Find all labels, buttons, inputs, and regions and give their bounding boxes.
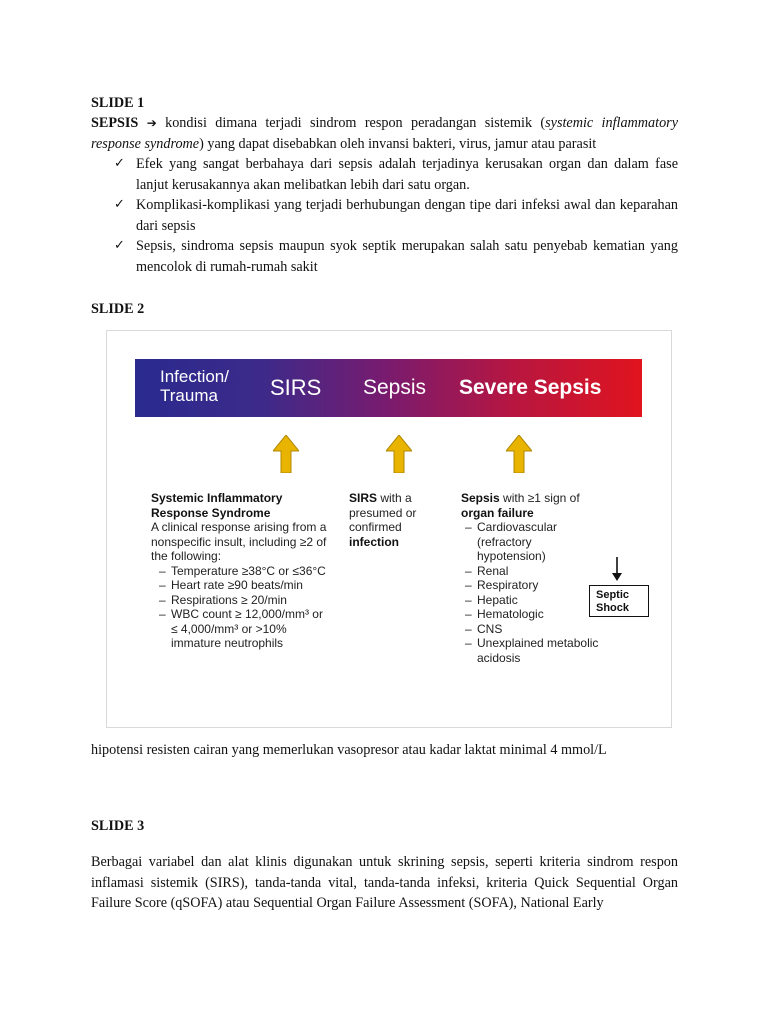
definition-part-2: ) yang dapat disebabkan oleh invansi bakteri, virus, jamur atau parasit (199, 135, 597, 152)
severe-sepsis-column (461, 491, 651, 665)
sirs-description: A clinical response arising from a nonspecific insult, including ≥2 of the following: (151, 520, 327, 563)
definition-italic: systemic inflammatory response syndrome (91, 115, 678, 152)
banner-severe-sepsis: Severe Sepsis (459, 376, 602, 399)
up-arrow-icon (273, 435, 299, 473)
down-arrow-icon (612, 557, 622, 581)
organ-failure-list (461, 520, 601, 665)
severe-col-lead: Sepsis (461, 491, 500, 505)
sirs-criteria-list (155, 564, 331, 651)
organ-item: – Renal (461, 564, 601, 579)
severe-col-bold: organ failure (461, 505, 534, 520)
arrow-icon: ➔ (146, 116, 157, 130)
bullet-text: Sepsis, sindroma sepsis maupun syok septik merupakan salah satu penyebab kematian yang mencolok di rumah-rumah sakit (136, 238, 678, 275)
sirs-definition-column (151, 491, 331, 651)
septic-shock-box: Septic Shock (589, 585, 649, 617)
up-arrow-icon (386, 435, 412, 473)
bullet-item (91, 195, 678, 236)
check-icon: ✓ (114, 156, 125, 171)
organ-item: – Unexplained metabolic acidosis (461, 636, 601, 665)
sepsis-col-bold: infection (349, 534, 399, 549)
organ-item: – Hematologic (461, 607, 601, 622)
slide-1-label: SLIDE 1 (91, 95, 145, 111)
banner-sepsis: Sepsis (363, 376, 427, 399)
check-icon: ✓ (114, 238, 125, 253)
bullet-text: Efek yang sangat berbahaya dari sepsis adalah terjadinya kerusakan organ dan dalam fase lanjut kerusakannya akan melibatkan lebih dari satu organ. (136, 156, 678, 193)
slide-2-label: SLIDE 2 (91, 301, 145, 317)
banner-sirs: SIRS (270, 375, 322, 400)
figure-caption: hipotensi resisten cairan yang memerlukan vasopresor atau kadar laktat minimal 4 mmol/L (91, 742, 607, 758)
sepsis-definition (91, 113, 678, 154)
bullet-item (91, 154, 678, 195)
up-arrow-icon (506, 435, 532, 473)
criteria-item: – Heart rate ≥90 beats/min (155, 578, 331, 593)
severe-col-text: with ≥1 sign of (499, 491, 580, 505)
sepsis-definition-column (349, 491, 439, 549)
sepsis-term: SEPSIS (91, 115, 139, 131)
sepsis-col-lead: SIRS (349, 491, 378, 505)
definition-part-1: kondisi dimana terjadi sindrom respon peradangan sistemik ( (156, 115, 546, 131)
slide-1-body (91, 113, 678, 277)
slide-3-label: SLIDE 3 (91, 818, 145, 834)
slide-1-bullets (91, 154, 678, 277)
organ-item: – CNS (461, 622, 601, 637)
organ-item: – Cardiovascular (refractory hypotension) (461, 520, 601, 564)
bullet-text: Komplikasi-komplikasi yang terjadi berhubungan dengan tipe dari infeksi awal dan keparahan dari sepsis (136, 197, 678, 234)
organ-item: – Respiratory (461, 578, 601, 593)
sepsis-col-text: with a presumed or confirmed (349, 491, 417, 534)
severity-banner (135, 359, 642, 417)
sirs-title: Systemic Inflammatory Response Syndrome (151, 491, 283, 520)
banner-infection-trauma: Infection/ Trauma (160, 367, 229, 405)
slide-3-paragraph: Berbagai variabel dan alat klinis digunakan untuk skrining sepsis, seperti kriteria sindrom respon inflamasi sistemik (SIRS), tanda-tanda vital, tanda-tanda infeksi, kriteria Quick Sequential Organ Failure Score (qSOFA) atau Sequential Organ Failure Assessment (SOFA), National Early (91, 854, 678, 911)
check-icon: ✓ (114, 197, 125, 212)
sepsis-continuum-figure (106, 330, 672, 728)
criteria-item: – Respirations ≥ 20/min (155, 593, 331, 608)
bullet-item (91, 236, 678, 277)
criteria-item: – Temperature ≥38°C or ≤36°C (155, 564, 331, 579)
criteria-item: – WBC count ≥ 12,000/mm³ or ≤ 4,000/mm³ or >10% immature neutrophils (155, 607, 331, 651)
organ-item: – Hepatic (461, 593, 601, 608)
slide-3-body (91, 852, 678, 914)
